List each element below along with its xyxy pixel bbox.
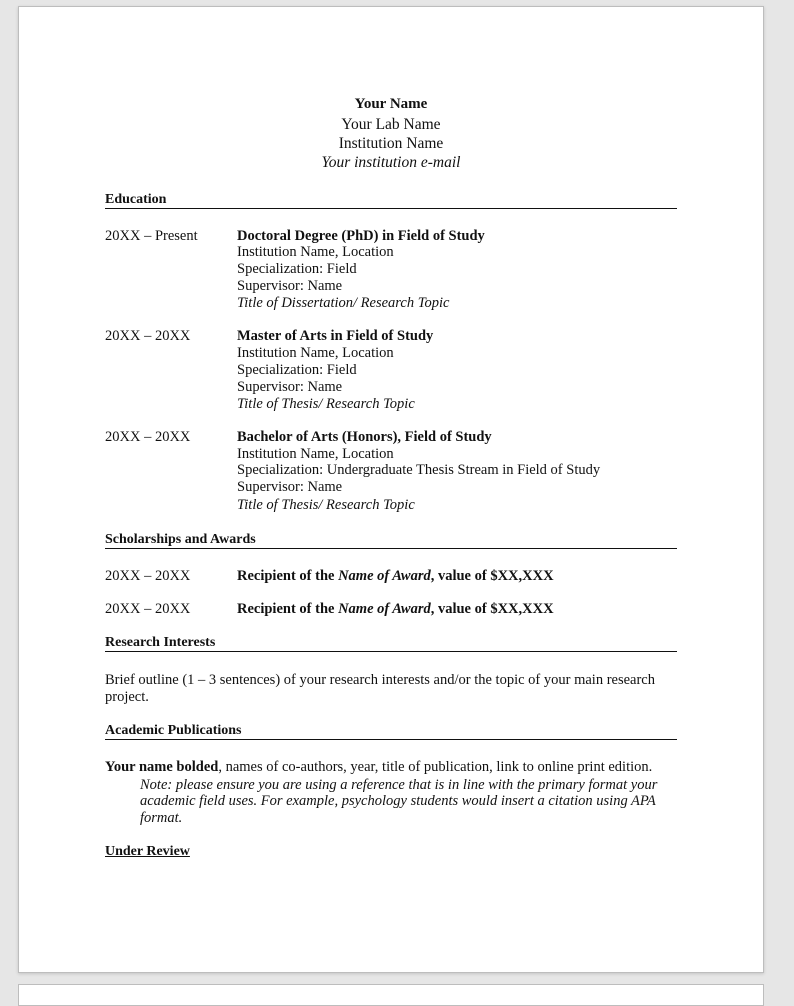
entry-institution: Institution Name, Location bbox=[237, 244, 394, 260]
entry-date: 20XX – Present bbox=[105, 228, 198, 244]
award-prefix: Recipient of the bbox=[237, 601, 339, 617]
research-text-line: project. bbox=[105, 689, 149, 705]
divider bbox=[105, 548, 677, 549]
publication-note: Note: please ensure you are using a reference that is in line with the primary format your bbox=[140, 777, 658, 793]
header-name: Your Name bbox=[354, 96, 428, 112]
entry-specialization: Specialization: Undergraduate Thesis Stream in Field of Study bbox=[237, 462, 601, 478]
author-name: Your name bolded bbox=[105, 759, 219, 775]
section-heading-research: Research Interests bbox=[105, 635, 216, 650]
entry-degree: Bachelor of Arts (Honors), Field of Study bbox=[237, 429, 492, 445]
header-email: Your institution e-mail bbox=[321, 154, 461, 171]
entry-degree: Master of Arts in Field of Study bbox=[237, 328, 434, 344]
award-name: Name of Award bbox=[338, 601, 431, 617]
divider bbox=[105, 208, 677, 209]
entry-institution: Institution Name, Location bbox=[237, 345, 394, 361]
award-value: , value of $XX,XXX bbox=[430, 568, 554, 584]
entry-specialization: Specialization: Field bbox=[237, 362, 357, 378]
entry-supervisor: Supervisor: Name bbox=[237, 479, 343, 495]
entry-title: Title of Thesis/ Research Topic bbox=[237, 497, 415, 513]
entry-supervisor: Supervisor: Name bbox=[237, 278, 343, 294]
section-heading-awards: Scholarships and Awards bbox=[105, 532, 256, 547]
award-value: , value of $XX,XXX bbox=[430, 601, 554, 617]
section-heading-publications: Academic Publications bbox=[105, 723, 242, 738]
publication-note: format. bbox=[140, 810, 183, 826]
award-date: 20XX – 20XX bbox=[105, 568, 191, 584]
header-lab: Your Lab Name bbox=[341, 116, 441, 133]
publication-details: , names of co-authors, year, title of publication, link to online print edition. bbox=[218, 759, 653, 775]
entry-title: Title of Dissertation/ Research Topic bbox=[237, 295, 450, 311]
award-text bbox=[237, 568, 554, 585]
publication-entry bbox=[105, 759, 652, 776]
section-heading-education: Education bbox=[105, 192, 167, 207]
award-date: 20XX – 20XX bbox=[105, 601, 191, 617]
entry-institution: Institution Name, Location bbox=[237, 446, 394, 462]
subheading-under-review: Under Review bbox=[105, 844, 190, 859]
entry-degree: Doctoral Degree (PhD) in Field of Study bbox=[237, 228, 485, 244]
divider bbox=[105, 739, 677, 740]
entry-date: 20XX – 20XX bbox=[105, 328, 191, 344]
header-institution: Institution Name bbox=[338, 135, 444, 152]
divider bbox=[105, 651, 677, 652]
award-text bbox=[237, 601, 554, 618]
entry-specialization: Specialization: Field bbox=[237, 261, 357, 277]
research-text-line: Brief outline (1 – 3 sentences) of your research interests and/or the topic of your main research bbox=[105, 672, 655, 688]
award-prefix: Recipient of the bbox=[237, 568, 339, 584]
entry-date: 20XX – 20XX bbox=[105, 429, 191, 445]
publication-note: academic field uses. For example, psychology students would insert a citation using APA bbox=[140, 793, 656, 809]
entry-supervisor: Supervisor: Name bbox=[237, 379, 343, 395]
next-page bbox=[18, 984, 764, 1006]
entry-title: Title of Thesis/ Research Topic bbox=[237, 396, 415, 412]
award-name: Name of Award bbox=[338, 568, 431, 584]
